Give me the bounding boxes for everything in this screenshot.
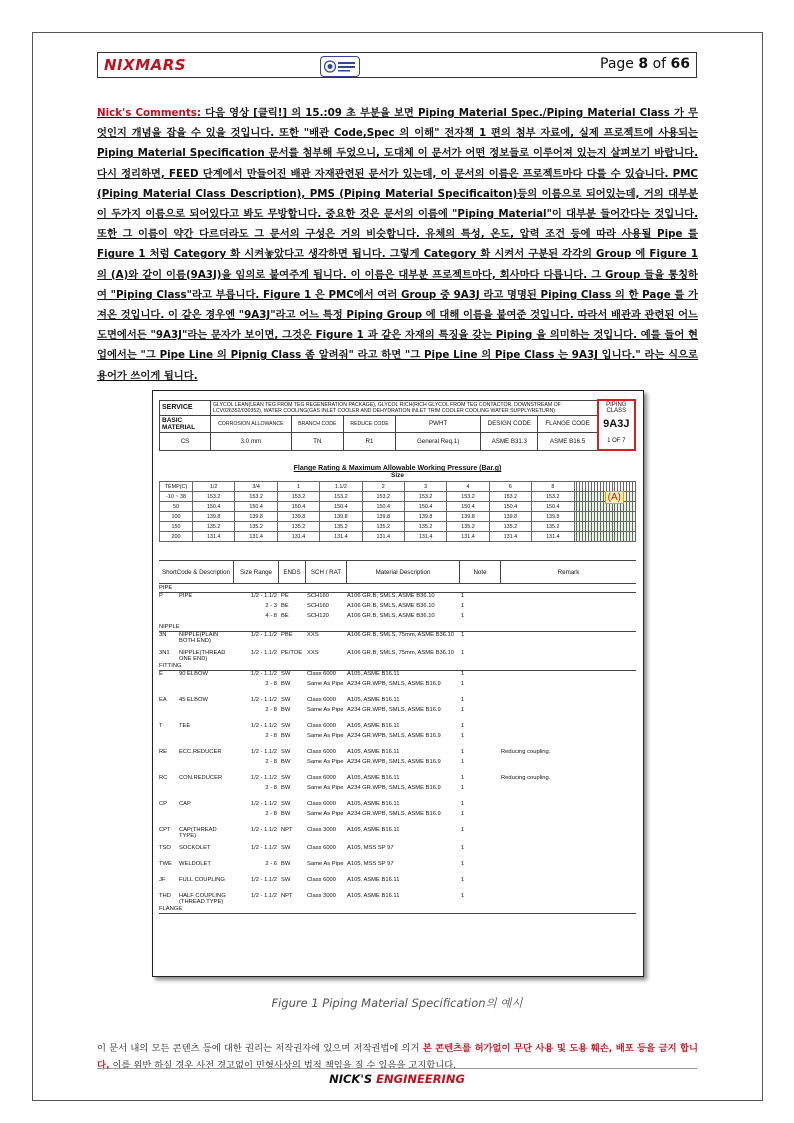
flange-title: Flange Rating & Maximum Allowable Working Pressure (Bar.g): [293, 465, 502, 472]
material-cell: 1/2 - 1.1/2: [250, 593, 277, 599]
reduce-label: REDUCE CODE: [343, 415, 395, 432]
material-cell: 1: [461, 785, 465, 791]
pressure-cell: 153.2: [447, 492, 489, 502]
pressure-cell: 135.2: [193, 522, 235, 532]
legal-warning: 본 콘텐츠를 허가없이 무단 사용 및 도용 훼손, 배포 등을 금지 합니다.: [97, 1043, 698, 1071]
material-cell: 1: [461, 733, 465, 739]
pressure-cell: [632, 522, 635, 532]
pressure-cell: 135.2: [362, 522, 404, 532]
material-cell: 1: [461, 877, 465, 883]
material-cell: Same As Pipe: [307, 861, 344, 867]
size-header: 3/4: [235, 482, 277, 492]
material-cell: SCH160: [307, 593, 329, 599]
page-number: [600, 56, 690, 72]
size-header: 1.1/2: [320, 482, 362, 492]
pt-row: [160, 522, 636, 532]
material-header: [159, 560, 636, 584]
temp-cell: -10 ~ 38: [160, 492, 193, 502]
material-cell: 2 - 3: [265, 603, 277, 609]
material-col-header: Material Description: [347, 561, 460, 583]
page-prefix: Page: [600, 56, 634, 72]
material-cell: 2 - 8: [265, 733, 277, 739]
pressure-cell: 131.4: [320, 532, 362, 542]
material-cell: 2 - 8: [265, 681, 277, 687]
material-cell: 1: [461, 749, 465, 755]
material-cell: TWE: [159, 861, 172, 867]
material-row: [159, 632, 636, 644]
material-cell: CPT: [159, 827, 171, 833]
material-row: [159, 603, 636, 613]
material-cell: 1/2 - 1.1/2: [250, 827, 277, 833]
material-cell: A105, ASME B16.11: [347, 827, 400, 833]
logo-nix: NIX: [104, 56, 136, 74]
piping-class-name: 9A3J: [598, 415, 635, 432]
pressure-cell: 131.4: [489, 532, 531, 542]
material-cell: NIPPLE(PLAIN BOTH END): [179, 632, 219, 644]
material-cell: Class 3000: [307, 893, 337, 899]
material-cell: 1: [461, 707, 465, 713]
material-cell: 90 ELBOW: [179, 671, 208, 677]
pt-row: [160, 492, 636, 502]
material-row: [159, 733, 636, 743]
material-cell: A106 GR.B, SMLS, ASME B36.10: [347, 603, 435, 609]
material-cell: 1/2 - 1.1/2: [250, 632, 277, 638]
material-cell: 1/2 - 1.1/2: [250, 775, 277, 781]
comments-label: Nick's Comments:: [97, 107, 202, 119]
comments-body: 다음 영상 [클릭!] 의 15.:09 초 부분을 보면 Piping Material Spec./Piping Material Class 가 무엇인지 개념을 잡을 수 있을 것입니다. 또한 "배관 Code,Spec 의 이해" 전자책 1 편의 첨부 자료에, 실제 프로젝트에 사용되는 Piping Material Specification 문서를 첨부해 두었으니, 도대체 이 문서가 어떤 정보들로 이루어져 있는지 살펴보기 바랍니다. 다시 정리하면, FEED 단계에서 만들어진 배관 자재관련된 문서가 있는데, 이 문서의 이름은 프로젝트마다 다를 수 있습니다. PMC (Piping Material Class Description), PMS (Piping Material Specificaiton)등의 이름으로 되어있는데, 거의 대부분 이 두가지 이름으로 되어있다고 봐도 무방합니다. 중요한 것은 문서의 이름에 "Piping Material"이 대부분 들어간다는 것입니다. 또한 그 이름이 약간 다르더라도 그 문서의 구성은 거의 비슷합니다. 유체의 특성, 온도, 압력 조건 등에 따라 사용될 Pipe 를 Figure 1 처럼 Category 화 시켜놓았다고 생각하면 됩니다. 그렇게 Category 화 시켜서 구분된 각각의 Group 에 Figure 1 의 (A)와 같이 이름(9A3J)을 임의로 붙여주게 됩니다. 이 이름은 대부분 프로젝트마다, 회사마다 다릅니다. 그 Group 들을 통칭하여 "Piping Class"라고 부릅니다. Figure 1 은 PMC에서 여러 Group 중 9A3J 라고 명명된 Piping Class 의 한 Page 를 가져온 것입니다. 이 같은 경우엔 "9A3J"라고 어느 특정 Piping Group 에 대해 이름을 붙여준 것입니다. 따라서 배관과 관련된 어느 도면에서든 "9A3J"라는 문자가 보이면, 그것은 Figure 1 과 같은 자재의 특징을 갖는 Piping 을 의미하는 것입니다. 예를 들어 현업에서는 "그 Pipe Line 의 Pipnig Class 좀 알려줘" 라고 하면 "그 Pipe Line 의 Pipe Class 는 9A3J 입니다." 라는 식으로 용어가 쓰이게 됩니다.: [97, 107, 698, 382]
material-cell: Same As Pipe: [307, 707, 344, 713]
material-row: [159, 707, 636, 717]
material-cell: SW: [281, 697, 291, 703]
material-cell: TEE: [179, 723, 191, 729]
pressure-cell: 153.2: [532, 492, 574, 502]
piping-class-label: PIPING CLASS: [598, 400, 635, 415]
pressure-cell: 131.4: [362, 532, 404, 542]
reduce-value: R1: [343, 432, 395, 450]
spec-header-table: [159, 399, 636, 451]
material-col-header: SCH / RAT: [306, 561, 347, 583]
basic-material-value: CS: [160, 432, 211, 450]
page-of: of: [652, 56, 667, 72]
pressure-cell: 135.2: [404, 522, 446, 532]
pressure-cell: 150.4: [235, 502, 277, 512]
pressure-cell: 135.2: [489, 522, 531, 532]
material-cell: 1/2 - 1.1/2: [250, 845, 277, 851]
material-row: [159, 697, 636, 707]
pressure-cell: 139.8: [532, 512, 574, 522]
pressure-cell: [632, 532, 635, 542]
design-code-value: ASME B31.3: [481, 432, 538, 450]
material-cell: BW: [281, 861, 291, 867]
material-cell: A106 GR.B, SMLS, ASME B36.10: [347, 593, 435, 599]
material-cell: A105, ASME B16.11: [347, 877, 400, 883]
material-row: [159, 811, 636, 821]
pressure-cell: 150.4: [320, 502, 362, 512]
material-cell: RE: [159, 749, 168, 755]
pressure-temperature-table: [159, 481, 636, 542]
material-cell: 1/2 - 1.1/2: [250, 650, 277, 656]
material-row: [159, 650, 636, 662]
material-cell: Same As Pipe: [307, 785, 344, 791]
footer-engineering: ENGINEERING: [376, 1072, 465, 1086]
material-cell: 1/2 - 1.1/2: [250, 697, 277, 703]
flange-code-label: FLANGE CODE: [538, 415, 598, 432]
branch-value: TN: [291, 432, 343, 450]
size-header: 6: [489, 482, 531, 492]
pwht-value: General Req.1): [396, 432, 481, 450]
material-cell: FULL COUPLING: [179, 877, 225, 883]
material-cell: HALF COUPLING (THREAD TYPE): [179, 893, 226, 905]
material-cell: TSO: [159, 845, 171, 851]
material-cell: 2 - 8: [265, 707, 277, 713]
material-cell: EA: [159, 697, 167, 703]
footer-rule: [97, 1068, 697, 1069]
material-cell: Class 6000: [307, 697, 337, 703]
material-cell: PBE: [281, 632, 293, 638]
material-cell: BE: [281, 603, 289, 609]
pressure-cell: 139.8: [404, 512, 446, 522]
size-header: 3: [404, 482, 446, 492]
material-col-header: Note: [460, 561, 501, 583]
material-cell: CAP(THREAD TYPE): [179, 827, 217, 839]
material-cell: Class 6000: [307, 671, 337, 677]
material-cell: A106 GR.B, SMLS, ASME B36.10: [347, 613, 435, 619]
material-section: FITTING: [159, 662, 636, 671]
material-cell: 1: [461, 697, 465, 703]
pressure-cell: 150.4: [489, 502, 531, 512]
material-rows: [159, 584, 636, 914]
sheet-number: 1 OF 7: [598, 432, 635, 450]
pressure-cell: 150.4: [362, 502, 404, 512]
temp-cell: 200: [160, 532, 193, 542]
material-cell: Class 6000: [307, 801, 337, 807]
design-code-label: DESIGN CODE: [481, 415, 538, 432]
material-row: [159, 759, 636, 769]
temp-cell: 50: [160, 502, 193, 512]
material-cell: 2 - 8: [265, 785, 277, 791]
pressure-cell: 135.2: [277, 522, 319, 532]
material-cell: 2 - 8: [265, 759, 277, 765]
material-cell: SCH160: [307, 603, 329, 609]
pressure-cell: 150.4: [193, 502, 235, 512]
pressure-cell: 153.2: [277, 492, 319, 502]
piping-spec-figure: [152, 390, 644, 977]
material-cell: NIPPLE(THREAD ONE END): [179, 650, 226, 662]
material-cell: 1: [461, 632, 465, 638]
figure-caption: Figure 1 Piping Material Specification의 예시: [271, 996, 523, 1010]
material-row: [159, 893, 636, 905]
material-cell: Class 6000: [307, 723, 337, 729]
pressure-cell: 131.4: [404, 532, 446, 542]
pressure-cell: 153.2: [404, 492, 446, 502]
branch-label: BRANCH CODE: [291, 415, 343, 432]
temp-cell: 150: [160, 522, 193, 532]
page-header: [97, 52, 697, 78]
material-cell: A234 GR.WPB, SMLS, ASME B16.9: [347, 707, 441, 713]
pressure-cell: 131.4: [235, 532, 277, 542]
pressure-cell: 131.4: [532, 532, 574, 542]
material-cell: Class 6000: [307, 749, 337, 755]
material-cell: A234 GR.WPB, SMLS, ASME B16.9: [347, 811, 441, 817]
material-cell: 2 - 8: [265, 811, 277, 817]
material-cell: 1/2 - 1.1/2: [250, 801, 277, 807]
legal-text-1: 이 문서 내의 모든 콘텐츠 등에 대한 권리는 저작권자에 있으며 저작권법에 의거: [97, 1043, 423, 1054]
pt-row: [160, 532, 636, 542]
page-current: 8: [638, 56, 649, 72]
material-row: [159, 775, 636, 785]
material-col-header: Size Range: [234, 561, 279, 583]
material-cell: 2 - 6: [265, 861, 277, 867]
material-cell: 1: [461, 723, 465, 729]
material-cell: XXS: [307, 632, 319, 638]
material-cell: 3N: [159, 632, 167, 638]
size-header: 1/2: [193, 482, 235, 492]
material-cell: A105, ASME B16.11: [347, 801, 400, 807]
material-cell: Class 3000: [307, 827, 337, 833]
material-cell: RC: [159, 775, 168, 781]
material-cell: SCH120: [307, 613, 329, 619]
material-cell: 1: [461, 681, 465, 687]
pressure-cell: 150.4: [404, 502, 446, 512]
material-cell: PIPE: [179, 593, 193, 599]
size-header: [632, 482, 635, 492]
material-cell: ECC.REDUCER: [179, 749, 222, 755]
material-row: [159, 723, 636, 733]
material-cell: Same As Pipe: [307, 681, 344, 687]
material-cell: NPT: [281, 893, 293, 899]
material-cell: A105, ASME B16.11: [347, 775, 400, 781]
material-cell: BW: [281, 811, 291, 817]
material-cell: A234 GR.WPB, SMLS, ASME B16.9: [347, 733, 441, 739]
material-cell: A105, ASME B16.11: [347, 671, 400, 677]
material-cell: 1/2 - 1.1/2: [250, 893, 277, 899]
pressure-cell: 139.8: [447, 512, 489, 522]
material-cell: 3N1: [159, 650, 170, 656]
temp-header: TEMP(C): [160, 482, 193, 492]
material-row: [159, 877, 636, 887]
material-cell: BE: [281, 613, 289, 619]
material-cell: BW: [281, 733, 291, 739]
material-cell: XXS: [307, 650, 319, 656]
material-cell: A105, ASME B16.11: [347, 749, 400, 755]
material-cell: BW: [281, 707, 291, 713]
service-text: GLYCOL LEAN(LEAN TEG FROM TEG REGENERATION PACKAGE), GLYCOL RICH(RICH GLYCOL FROM TEG CONTACTOR, DOWNSTREAM OF LCV026352/030352), WATER COOLING(GAS INLET COOLER AND DEHYDRATION INLET TRIM COOLER COOLING WATER SUPPLY/RETURN): [211, 400, 598, 415]
material-cell: THD: [159, 893, 171, 899]
flange-code-value: ASME B16.5: [538, 432, 598, 450]
material-cell: 1/2 - 1.1/2: [250, 877, 277, 883]
material-cell: Same As Pipe: [307, 759, 344, 765]
material-cell: BW: [281, 681, 291, 687]
material-cell: SOCKOLET: [179, 845, 211, 851]
material-cell: 1: [461, 671, 465, 677]
material-cell: 1/2 - 1.1/2: [250, 723, 277, 729]
material-cell: Class 6000: [307, 775, 337, 781]
material-cell: 1: [461, 801, 465, 807]
material-cell: A105, ASME B16.11: [347, 723, 400, 729]
pressure-cell: 135.2: [320, 522, 362, 532]
material-row: [159, 861, 636, 871]
pressure-cell: [632, 492, 635, 502]
pressure-cell: 131.4: [447, 532, 489, 542]
temp-cell: 100: [160, 512, 193, 522]
emblem-icon: [320, 56, 360, 77]
material-cell: SW: [281, 801, 291, 807]
material-cell: NPT: [281, 827, 293, 833]
pressure-cell: 139.8: [193, 512, 235, 522]
material-cell: SW: [281, 749, 291, 755]
material-cell: BW: [281, 759, 291, 765]
material-cell: 1/2 - 1.1/2: [250, 671, 277, 677]
material-cell: Same As Pipe: [307, 811, 344, 817]
pressure-cell: 153.2: [320, 492, 362, 502]
material-cell: 1: [461, 603, 465, 609]
material-cell: 1: [461, 775, 465, 781]
material-cell: 1: [461, 593, 465, 599]
material-col-header: Remark: [557, 568, 580, 576]
pressure-cell: 135.2: [532, 522, 574, 532]
material-cell: T: [159, 723, 163, 729]
material-row: [159, 681, 636, 691]
material-row: [159, 593, 636, 603]
material-cell: P: [159, 593, 163, 599]
material-cell: Reducing coupling.: [501, 775, 551, 781]
pressure-cell: 131.4: [193, 532, 235, 542]
pressure-cell: 139.8: [235, 512, 277, 522]
corrosion-label: CORROSION ALLOWANCE: [211, 415, 292, 432]
material-cell: SW: [281, 671, 291, 677]
material-cell: Same As Pipe: [307, 733, 344, 739]
page-total: 66: [670, 56, 690, 72]
material-section: FLANGE: [159, 905, 636, 914]
size-header: 2: [362, 482, 404, 492]
material-cell: PE: [281, 593, 289, 599]
material-cell: PE/TOE: [281, 650, 303, 656]
pressure-cell: 139.8: [277, 512, 319, 522]
basic-material-label: BASIC MATERIAL: [160, 415, 211, 432]
material-section: PIPE: [159, 584, 636, 593]
material-cell: 1: [461, 827, 465, 833]
pwht-label: PWHT: [396, 415, 481, 432]
pressure-cell: 150.4: [277, 502, 319, 512]
material-col-header: ShortCode & Description: [159, 561, 234, 583]
size-label: Size: [390, 472, 404, 479]
material-row: [159, 671, 636, 681]
pt-row: [160, 512, 636, 522]
service-label: SERVICE: [160, 400, 211, 415]
material-row: [159, 827, 636, 839]
annotation-a: (A): [605, 491, 624, 504]
nixmars-logo: [98, 53, 244, 77]
material-cell: A106 GR.B, SMLS, 75mm, ASME B36.10: [347, 632, 454, 638]
material-row: [159, 845, 636, 855]
material-cell: 4 - 8: [265, 613, 277, 619]
nicks-comments: [97, 103, 698, 386]
material-cell: 1: [461, 861, 465, 867]
pt-row: [160, 502, 636, 512]
pressure-cell: 150.4: [532, 502, 574, 512]
material-row: [159, 749, 636, 759]
material-cell: CAP: [179, 801, 191, 807]
material-cell: Class 6000: [307, 845, 337, 851]
pressure-cell: 135.2: [235, 522, 277, 532]
pressure-cell: 153.2: [489, 492, 531, 502]
material-cell: E: [159, 671, 163, 677]
pressure-cell: 135.2: [447, 522, 489, 532]
corrosion-value: 3.0 mm: [211, 432, 292, 450]
pressure-cell: 150.4: [447, 502, 489, 512]
material-cell: 1/2 - 1.1/2: [250, 749, 277, 755]
pressure-cell: 153.2: [235, 492, 277, 502]
pressure-cell: 153.2: [193, 492, 235, 502]
material-col-header: ENDS: [279, 561, 306, 583]
material-cell: SW: [281, 723, 291, 729]
material-cell: A105, MSS SP 97: [347, 845, 394, 851]
material-cell: CON.REDUCER: [179, 775, 223, 781]
pressure-cell: 139.8: [489, 512, 531, 522]
material-cell: CP: [159, 801, 168, 807]
material-cell: A105, MSS SP 97: [347, 861, 394, 867]
material-cell: SW: [281, 775, 291, 781]
footer-brand: [0, 1072, 794, 1086]
size-header: 4: [447, 482, 489, 492]
material-row: [159, 785, 636, 795]
material-cell: WELDOLET: [179, 861, 211, 867]
material-cell: 1: [461, 811, 465, 817]
pressure-cell: 153.2: [362, 492, 404, 502]
material-cell: SW: [281, 845, 291, 851]
material-cell: A234 GR.WPB, SMLS, ASME B16.9: [347, 759, 441, 765]
pressure-cell: [632, 502, 635, 512]
size-header: 1: [277, 482, 319, 492]
material-cell: A234 GR.WPB, SMLS, ASME B16.9: [347, 785, 441, 791]
material-cell: JF: [159, 877, 166, 883]
material-cell: 1: [461, 759, 465, 765]
pressure-cell: 139.8: [362, 512, 404, 522]
material-cell: Class 6000: [307, 877, 337, 883]
material-cell: A105, ASME B16.11: [347, 893, 400, 899]
material-cell: 1: [461, 613, 465, 619]
material-cell: 1: [461, 893, 465, 899]
footer-nicks: NICK'S: [329, 1072, 373, 1086]
material-cell: 1: [461, 650, 465, 656]
pressure-cell: 139.8: [320, 512, 362, 522]
material-cell: Reducing coupling.: [501, 749, 551, 755]
pressure-cell: [632, 512, 635, 522]
material-section: NIPPLE: [159, 623, 636, 632]
material-cell: 1: [461, 845, 465, 851]
material-cell: SW: [281, 877, 291, 883]
material-cell: 45 ELBOW: [179, 697, 208, 703]
material-cell: BW: [281, 785, 291, 791]
material-cell: A234 GR.WPB, SMLS, ASME B16.9: [347, 681, 441, 687]
pressure-cell: 131.4: [277, 532, 319, 542]
logo-mars: MARS: [135, 56, 187, 74]
material-cell: A105, ASME B16.11: [347, 697, 400, 703]
legal-text-2: 이를 위반 하실 경우 사전 경고없이 민형사상의 법적 책임을 질 수 있음을 고지합니다.: [109, 1060, 457, 1071]
size-header: 8: [532, 482, 574, 492]
material-row: [159, 801, 636, 811]
material-row: [159, 613, 636, 623]
material-cell: A106 GR.B, SMLS, 75mm, ASME B36.10: [347, 650, 454, 656]
